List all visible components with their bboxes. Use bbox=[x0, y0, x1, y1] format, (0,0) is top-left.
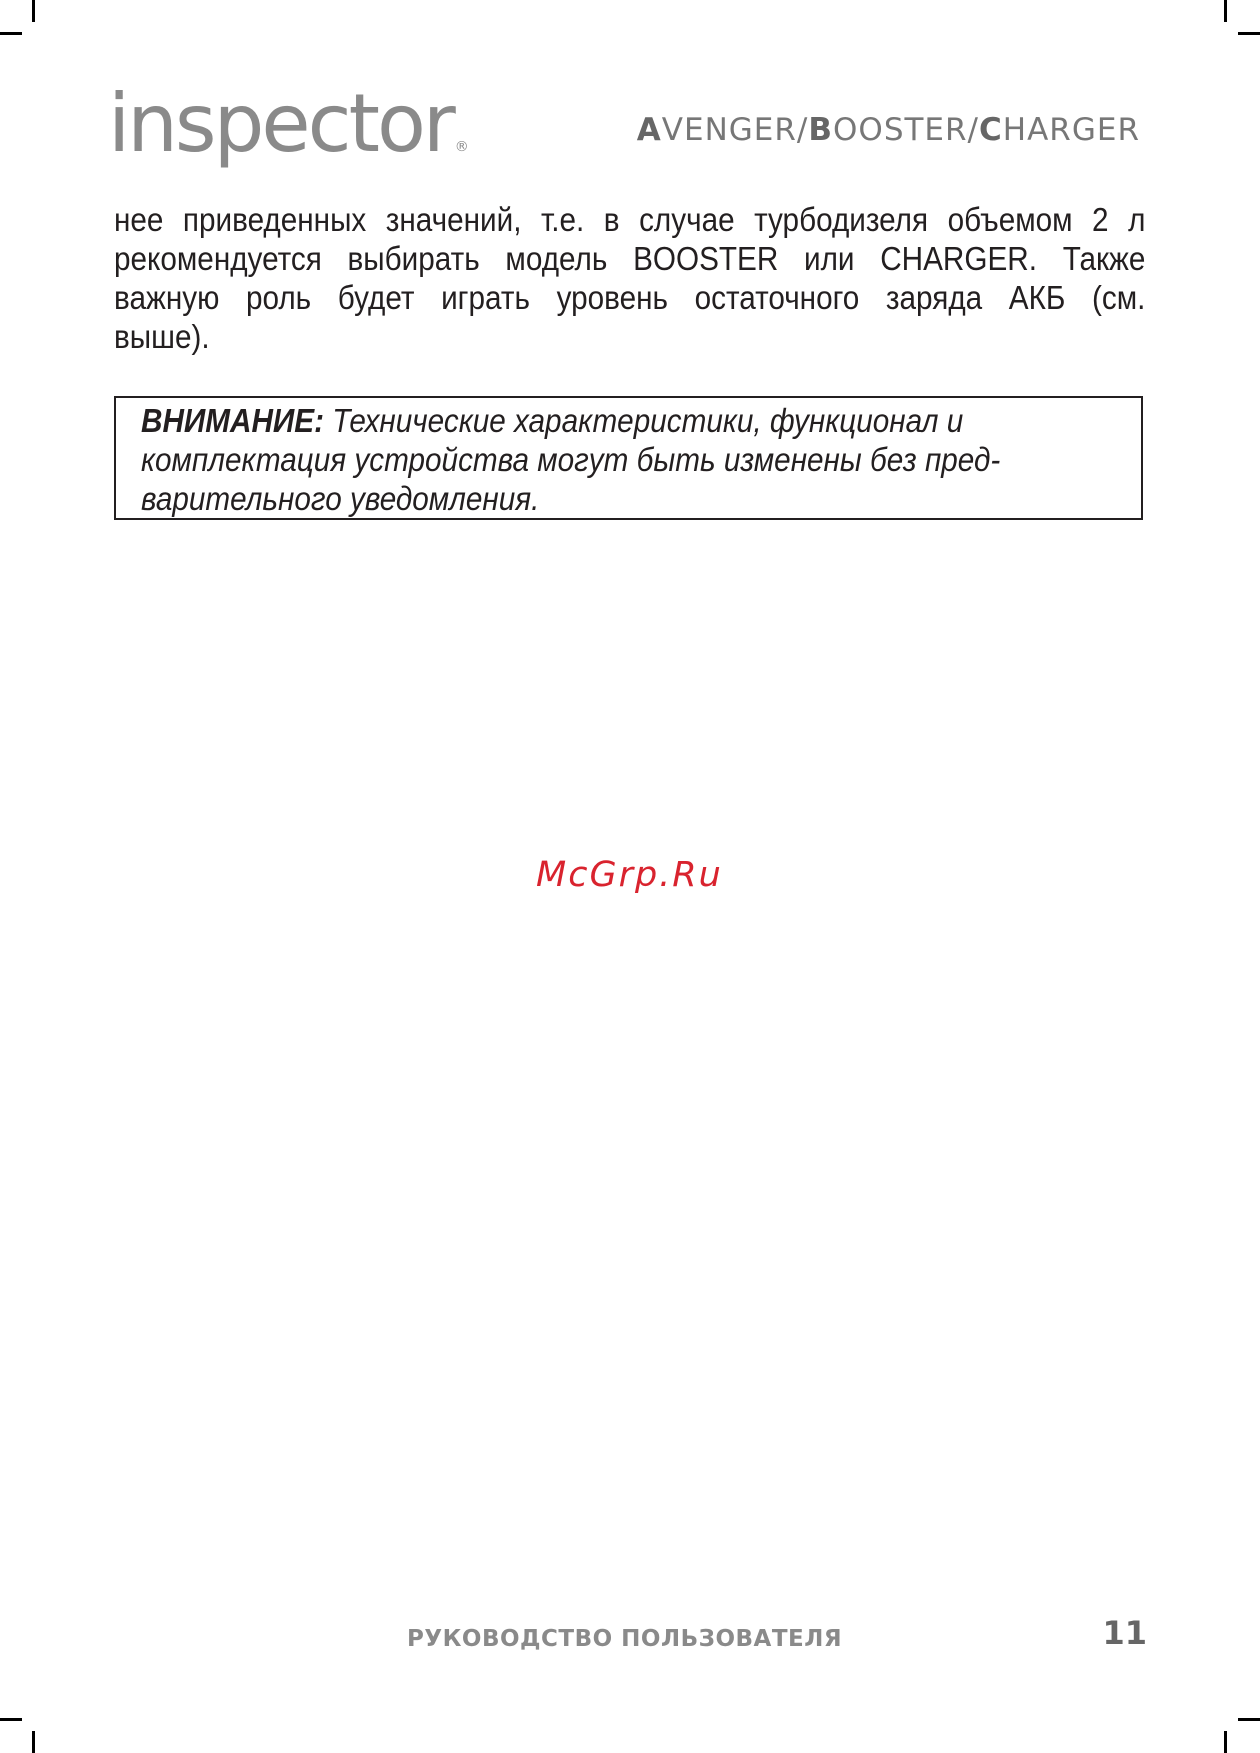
logo-text: inspector bbox=[108, 77, 453, 170]
model-c-initial: C bbox=[979, 112, 1003, 148]
model-b-rest: OOSTER/ bbox=[833, 112, 980, 148]
model-a-initial: A bbox=[636, 112, 662, 148]
notice-line-1 bbox=[141, 401, 1113, 440]
paragraph-line: нее приведенных значений, т.е. в случае турбодизеля объемом 2 л bbox=[114, 201, 1146, 238]
crop-mark-top-left-h bbox=[0, 32, 22, 35]
crop-mark-top-left bbox=[32, 0, 35, 22]
crop-mark-bottom-right-h bbox=[1238, 1718, 1260, 1721]
notice-line-2: комплектация устройства могут быть изменены без пред- bbox=[141, 441, 1001, 478]
warning-label: ВНИМАНИЕ: bbox=[141, 402, 324, 439]
paragraph-line: важную роль будет играть уровень остаточного заряда АКБ (см. bbox=[114, 279, 1146, 316]
crop-mark-top-right-h bbox=[1238, 32, 1260, 35]
model-b-initial: B bbox=[808, 112, 834, 148]
notice-line-3: варительного уведомления. bbox=[141, 480, 540, 517]
warning-notice-text bbox=[141, 401, 1113, 518]
model-a-rest: VENGER/ bbox=[661, 112, 809, 148]
paragraph-line: выше). bbox=[114, 318, 210, 355]
watermark: McGrp.Ru bbox=[536, 855, 723, 895]
crop-mark-top-right bbox=[1224, 0, 1227, 22]
crop-mark-bottom-left-h bbox=[0, 1718, 22, 1721]
footer-title: РУКОВОДСТВО ПОЛЬЗОВАТЕЛЯ bbox=[407, 1626, 843, 1652]
body-paragraph bbox=[114, 200, 1145, 356]
notice-text-1: Технические характеристики, функционал и bbox=[323, 402, 964, 439]
crop-mark-bottom-right bbox=[1224, 1731, 1227, 1753]
page-number: 11 bbox=[1102, 1614, 1147, 1652]
inspector-logo bbox=[108, 77, 469, 170]
registered-mark: ® bbox=[454, 139, 469, 155]
model-c-rest: HARGER bbox=[1002, 112, 1140, 148]
warning-notice-box bbox=[114, 396, 1143, 520]
crop-mark-bottom-left bbox=[32, 1731, 35, 1753]
model-names-header bbox=[637, 112, 1140, 148]
paragraph-line: рекомендуется выбирать модель BOOSTER или CHARGER. Также bbox=[114, 240, 1146, 277]
